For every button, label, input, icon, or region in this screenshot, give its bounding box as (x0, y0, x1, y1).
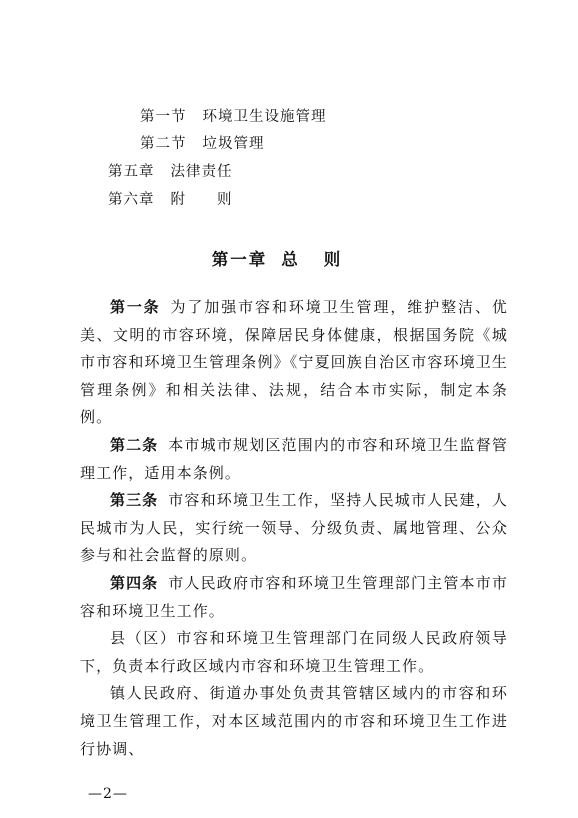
article-label: 第二条 (110, 435, 159, 454)
article-text: 镇人民政府、街道办事处负责其管辖区域内的市容和环境卫生管理工作，对本区域范围内的市容和环境卫生工作进行协调、 (80, 684, 508, 758)
chapter-heading (0, 246, 578, 270)
article-paragraph (80, 294, 508, 432)
body-text (80, 294, 508, 763)
toc-entry-title: 环境卫生设施管理 (202, 109, 327, 125)
toc-entry-section-2 (140, 134, 265, 154)
article-label: 第三条 (110, 491, 159, 510)
article-label: 第一条 (110, 298, 161, 316)
article-paragraph (80, 487, 508, 570)
chapter-number: 第一章 (211, 250, 268, 269)
article-paragraph (80, 625, 508, 680)
article-text: 市人民政府市容和环境卫生管理部门主管本市市容和环境卫生工作。 (80, 573, 508, 620)
page-number: —2— (88, 786, 128, 802)
toc-entry-number: 第二节 (140, 136, 187, 152)
toc-entry-number: 第六章 (108, 192, 155, 208)
article-paragraph (80, 680, 508, 763)
toc-entry-chapter-6 (108, 190, 233, 210)
article-text: 本市城市规划区范围内的市容和环境卫生监督管理工作，适用本条例。 (80, 435, 508, 482)
toc-entry-title: 附 则 (170, 192, 233, 208)
article-text: 县（区）市容和环境卫生管理部门在同级人民政府领导下，负责本行政区域内市容和环境卫生管理工作。 (80, 629, 508, 675)
article-text: 为了加强市容和环境卫生管理，维护整洁、优美、文明的市容环境，保障居民身体健康，根据国务院《城市市容和环境卫生管理条例》《宁夏回族自治区市容环境卫生管理条例》和相关法律、法规，结合本市实际，制定本条例。 (80, 298, 508, 427)
chapter-title: 总则 (281, 250, 367, 269)
article-text: 市容和环境卫生工作，坚持人民城市人民建，人民城市为人民，实行统一领导、分级负责、属地管理、公众参与和社会监督的原则。 (80, 491, 508, 565)
toc-entry-number: 第五章 (108, 164, 155, 180)
toc-entry-number: 第一节 (140, 109, 187, 125)
toc-entry-title: 法律责任 (170, 164, 233, 180)
toc-entry-section-1 (140, 107, 327, 127)
toc-entry-title: 垃圾管理 (202, 136, 265, 152)
article-label: 第四条 (110, 573, 159, 592)
article-paragraph (80, 432, 508, 487)
toc-entry-chapter-5 (108, 162, 233, 182)
article-paragraph (80, 570, 508, 625)
